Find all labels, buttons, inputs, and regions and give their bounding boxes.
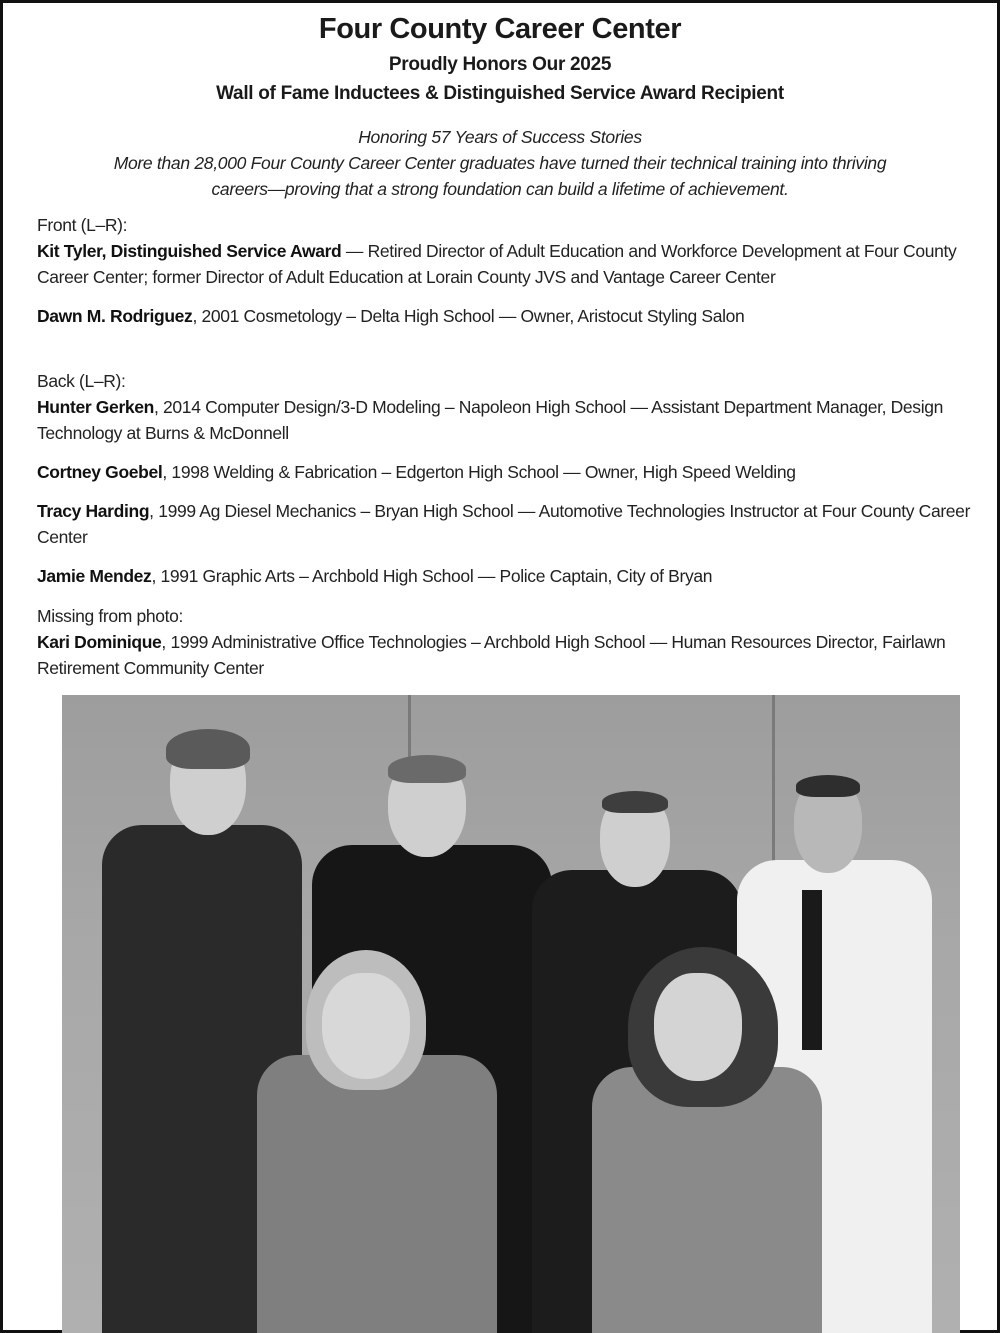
honoree-entry	[37, 394, 975, 446]
honoree-name: Kari Dominique	[37, 632, 162, 652]
honoree-detail: , 1998 Welding & Fabrication – Edgerton High School — Owner, High Speed Welding	[162, 462, 796, 482]
group-label: Back (L–R):	[37, 371, 126, 391]
honoree-entry	[37, 498, 975, 550]
honoree-entry	[37, 459, 975, 485]
page-title: Four County Career Center	[318, 13, 682, 45]
honoree-detail: , 1999 Ag Diesel Mechanics – Bryan High School — Automotive Technologies Instructor at Four County Career Center	[37, 501, 971, 547]
group-photo	[62, 695, 960, 1333]
honoree-detail: , 1991 Graphic Arts – Archbold High School — Police Captain, City of Bryan	[151, 566, 713, 586]
group-missing	[37, 603, 975, 694]
honoree-entry	[37, 629, 975, 681]
honoree-detail: , 2001 Cosmetology – Delta High School — Owner, Aristocut Styling Salon	[192, 306, 745, 326]
intro-block	[23, 124, 977, 202]
honoree-detail: , 2014 Computer Design/3-D Modeling – Napoleon High School — Assistant Department Manager, Design Technology at Burns & McDonnell	[37, 397, 944, 443]
intro-line-2: More than 28,000 Four County Career Center graduates have turned their technical training into thriving	[113, 153, 887, 173]
intro-line-3: careers—proving that a strong foundation can build a lifetime of achievement.	[211, 179, 789, 199]
honoree-name: Cortney Goebel	[37, 462, 163, 482]
honoree-name: Kit Tyler, Distinguished Service Award	[37, 241, 342, 261]
honoree-name: Jamie Mendez	[37, 566, 152, 586]
honoree-name: Tracy Harding	[37, 501, 150, 521]
intro-tagline: Honoring 57 Years of Success Stories	[358, 127, 642, 147]
group-label: Front (L–R):	[37, 215, 128, 235]
honoree-entry	[37, 303, 975, 329]
honoree-entry	[37, 238, 975, 290]
group-front	[37, 212, 975, 342]
honoree-detail: , 1999 Administrative Office Technologies – Archbold High School — Human Resources Director, Fairlawn Retirement Community Center	[37, 632, 946, 678]
group-label: Missing from photo:	[37, 606, 184, 626]
honoree-detail: — Retired Director of Adult Education and Workforce Development at Four County Career Center; former Director of Adult Education at Lorain County JVS and Vantage Career Center	[37, 241, 957, 287]
honoree-name: Dawn M. Rodriguez	[37, 306, 193, 326]
group-back	[37, 368, 975, 602]
subtitle-line-1: Proudly Honors Our 2025	[388, 54, 612, 75]
honoree-name: Hunter Gerken	[37, 397, 155, 417]
honoree-entry	[37, 563, 975, 589]
subtitle-line-2: Wall of Fame Inductees & Distinguished Service Award Recipient	[216, 83, 784, 104]
